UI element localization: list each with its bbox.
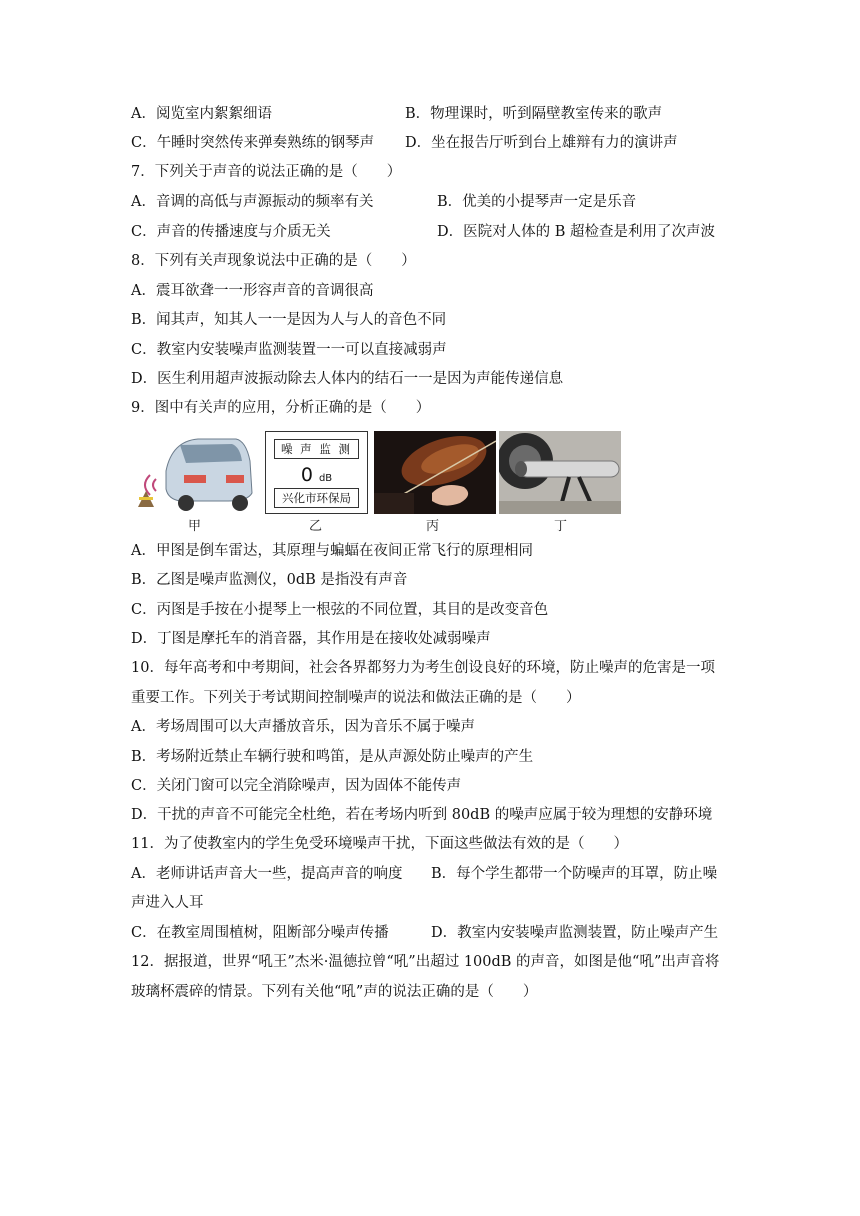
figure-row <box>128 431 623 541</box>
caption-jia: 甲 <box>188 519 202 534</box>
option-d: D．医院对人体的 B 超检查是利用了次声波 <box>437 224 715 240</box>
option-c: C．在教室周围植树，阻断部分噪声传播 <box>131 925 389 941</box>
option-a: A．震耳欲聋一一形容声音的音调很高 <box>131 283 374 299</box>
question-12-cont: 玻璃杯震碎的情景。下列有关他“吼”声的说法正确的是（ ） <box>131 984 538 1000</box>
option-c: C．教室内安装噪声监测装置一一可以直接减弱声 <box>131 342 447 358</box>
noise-monitor-panel <box>265 431 368 514</box>
noise-unit: dB <box>318 473 333 484</box>
option-c: C．声音的传播速度与介质无关 <box>131 224 331 240</box>
noise-panel-title: 噪 声 监 测 <box>274 439 359 459</box>
option-a: A．阅览室内絮絮细语 <box>131 106 272 122</box>
noise-value: 0 <box>300 464 313 486</box>
option-b: B．优美的小提琴声一定是乐音 <box>437 194 637 210</box>
question-7: 7．下列关于声音的说法正确的是（ ） <box>131 164 402 180</box>
option-b-cont: 声进入人耳 <box>131 895 204 911</box>
option-c: C．关闭门窗可以完全消除噪声，因为固体不能传声 <box>131 778 462 794</box>
option-b: B．物理课时，听到隔壁教室传来的歌声 <box>405 106 663 122</box>
option-d: D．丁图是摩托车的消音器，其作用是在接收处减弱噪声 <box>131 631 491 647</box>
option-c: C．丙图是手按在小提琴上一根弦的不同位置，其目的是改变音色 <box>131 602 549 618</box>
option-b: B．每个学生都带一个防噪声的耳罩，防止噪 <box>431 866 718 882</box>
question-8: 8．下列有关声现象说法中正确的是（ ） <box>131 253 416 269</box>
question-10-cont: 重要工作。下列关于考试期间控制噪声的说法和做法正确的是（ ） <box>131 690 581 706</box>
option-b: B．考场附近禁止车辆行驶和鸣笛，是从声源处防止噪声的产生 <box>131 749 534 765</box>
option-a: A．考场周围可以大声播放音乐，因为音乐不属于噪声 <box>131 719 475 735</box>
option-d: D．干扰的声音不可能完全杜绝，若在考场内听到 80dB 的噪声应属于较为理想的安静环境 <box>131 807 713 823</box>
option-a: A．甲图是倒车雷达，其原理与蝙蝠在夜间正常飞行的原理相同 <box>131 543 533 559</box>
option-c: C．午睡时突然传来弹奏熟练的钢琴声 <box>131 135 375 151</box>
noise-panel-footer: 兴化市环保局 <box>274 488 359 508</box>
caption-ding: 丁 <box>554 519 568 534</box>
car-radar-image <box>128 431 253 514</box>
option-a: A．老师讲话声音大一些，提高声音的响度 <box>131 866 403 882</box>
caption-yi: 乙 <box>309 519 323 534</box>
violin-image <box>374 431 496 514</box>
question-10: 10．每年高考和中考期间，社会各界都努力为考生创设良好的环境，防止噪声的危害是一项 <box>131 660 715 676</box>
option-d: D．医生利用超声波振动除去人体内的结石一一是因为声能传递信息 <box>131 371 564 387</box>
option-d: D．教室内安装噪声监测装置，防止噪声产生 <box>431 925 719 941</box>
option-b: B．乙图是噪声监测仪，0dB 是指没有声音 <box>131 572 408 588</box>
option-a: A．音调的高低与声源振动的频率有关 <box>131 194 374 210</box>
motorcycle-muffler-image <box>499 431 621 514</box>
question-9: 9．图中有关声的应用，分析正确的是（ ） <box>131 400 431 416</box>
caption-bing: 丙 <box>426 519 440 534</box>
option-b: B．闻其声，知其人一一是因为人与人的音色不同 <box>131 312 447 328</box>
option-d: D．坐在报告厅听到台上雄辩有力的演讲声 <box>405 135 678 151</box>
question-12: 12．据报道，世界“吼王”杰米·温德拉曾“吼”出超过 100dB 的声音，如图是他“吼”出声音将 <box>131 954 720 970</box>
question-11: 11．为了使教室内的学生免受环境噪声干扰，下面这些做法有效的是（ ） <box>131 836 628 852</box>
